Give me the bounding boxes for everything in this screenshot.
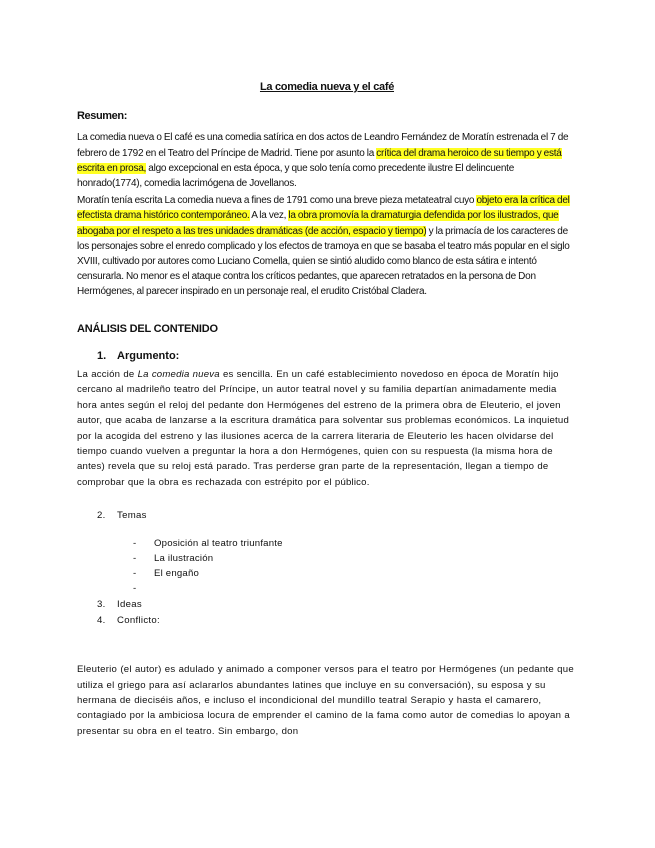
document-title: La comedia nueva y el café [259, 81, 395, 93]
text-run: Moratín tenía escrita La comedia nueva a fines de 1791 como una breve pieza metateatral cuyo [77, 195, 477, 207]
list-item-ideas [77, 597, 577, 612]
argumento-label: Argumento: [117, 349, 180, 362]
dash-marker: - [133, 583, 137, 595]
text-run: algo excepcional en esta época, y que solo tenía como precedente ilustre El delincuente honrado(1774), comedia lacrimógena de Jovellanos. [77, 162, 515, 190]
text-run: y la primacía de los caracteres de los personajes sobre el enredo complicado y los efectos de tramoya en que se basaba el teatro más popular en el siglo XVIII, cultivado por autores como Luciano Comella, quien se sintió aludido como blanco de esta sátira e intentó censurarla. No menor es el ataque contra los críticos pedantes, que aparecen retratados en la persona de Don Hermógenes, al parecer inspirado en un personaje real, el erudito Cristóbal Cladera. [77, 225, 570, 298]
text-run: A la vez, [249, 210, 289, 222]
list-item [77, 566, 577, 581]
dash-marker: - [133, 568, 137, 580]
text-run: La acción de [77, 369, 138, 381]
resumen-paragraph-1 [77, 130, 577, 191]
list-item-text: El engaño [154, 568, 200, 580]
conflicto-paragraph: Eleuterio (el autor) es adulado y animado a componer versos para el teatro por Hermógenes (un pedante que utiliza el griego para así aclararlos abundantes latines que incluye en su conversación), su esposa y su hermana de dieciséis años, e incluso el incondicional del mundillo teatral Serapio y hasta el camarero, contagiado por la ambiciosa locura de emprender el camino de la fama como autor de comedias lo apoyan a presentar su obra en el teatro. Sin embargo, don [77, 664, 574, 737]
dash-marker: - [133, 552, 137, 564]
list-label: Ideas [117, 599, 142, 611]
highlighted-text: crítica del drama heroico de su tiempo y está escrita en prosa, [77, 147, 562, 174]
resumen-paragraph-2 [77, 193, 577, 299]
argumento-heading [77, 349, 577, 364]
list-label: Temas [117, 510, 147, 522]
list-number: 1. [97, 349, 107, 362]
dash-marker: - [133, 537, 137, 549]
list-item-text: Oposición al teatro triunfante [154, 537, 283, 549]
list-number: 2. [97, 510, 106, 522]
highlighted-text: la obra promovía la dramaturgia defendida por los ilustrados, que abogaba por el respeto a las tres unidades dramáticas (de acción, espacio y tiempo) [77, 210, 559, 237]
argumento-paragraph [77, 367, 577, 490]
list-number: 4. [97, 614, 106, 626]
italic-title: La comedia nueva [137, 369, 220, 381]
list-item-temas [77, 508, 577, 523]
text-run: es sencilla. En un café establecimiento novedoso en época de Moratín hijo cercano al madrileño teatro del Príncipe, un autor teatral novel y su familia departían animadamente media hora antes según el reloj del pedante don Hermógenes del estreno de la primera obra de Eleuterio, el joven autor, que acaba de lanzarse a la escritura dramática para solventar sus problemas económicos. La inquietud por la acogida del estreno y las ilusiones acerca de la carrera literaria de Eleuterio les hacen olvidarse del tiempo cuando vuelven a preguntar la hora a don Hermógenes, quien con su respuesta (la misma hora de antes) revela que su reloj está parado. Tras perderse gran parte de la representación, llegan a tiempo de comprobar que la obra es rechazada con estrépito por el público. [77, 369, 569, 488]
list-number: 3. [97, 599, 106, 611]
text-run: La comedia nueva o El café es una comedia satírica en dos actos de Leandro Fernández de Moratín estrenada el 7 de febrero de 1792 en el Teatro del Príncipe de Madrid. Tiene por asunto la [77, 132, 569, 159]
document-body [77, 80, 577, 739]
analisis-heading: ANÁLISIS DEL CONTENIDO [77, 322, 218, 335]
numbered-list [77, 508, 577, 523]
list-item [77, 581, 577, 596]
list-item-text: La ilustración [154, 552, 214, 564]
list-item [77, 551, 577, 566]
numbered-list-continued [77, 597, 577, 628]
temas-sublist [77, 536, 577, 597]
list-item [77, 536, 577, 551]
highlighted-text: objeto era la crítica del efectista drama histórico contemporáneo. [77, 195, 570, 222]
list-label: Conflicto: [117, 614, 160, 626]
list-item-conflicto [77, 613, 577, 628]
resumen-heading: Resumen: [77, 110, 127, 123]
